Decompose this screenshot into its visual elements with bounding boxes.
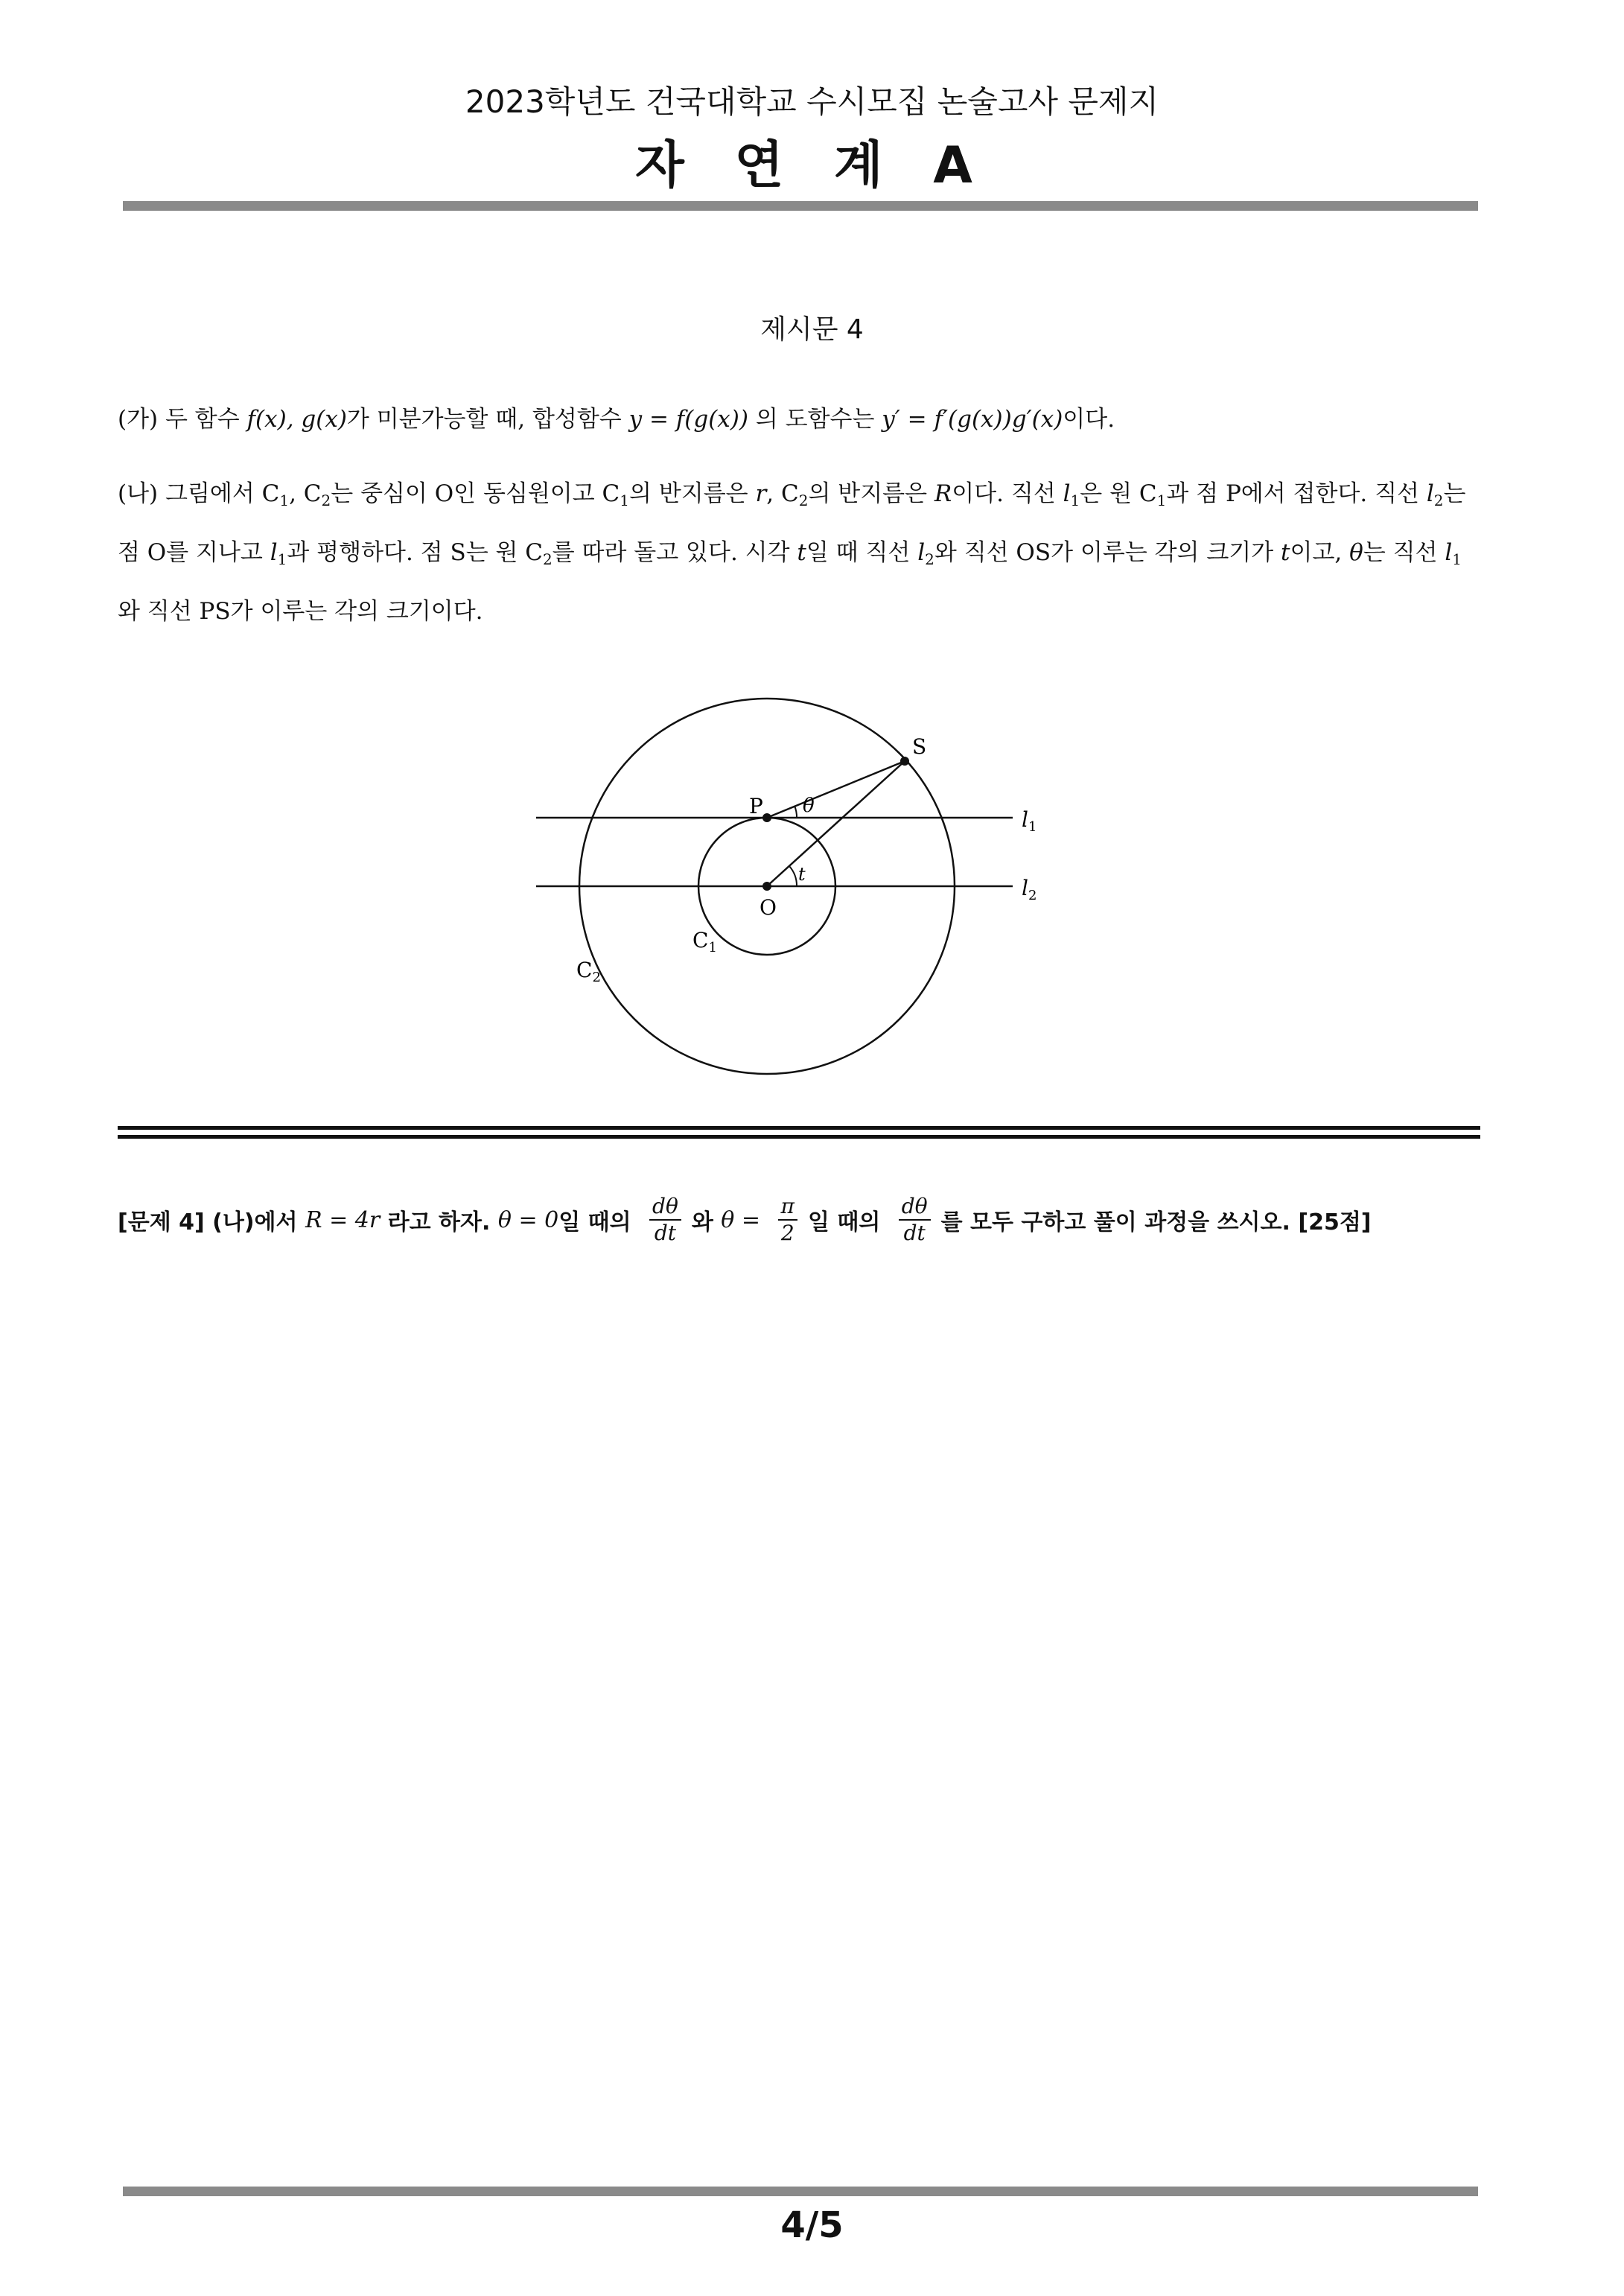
label-theta: θ [803, 795, 815, 817]
angle-theta-arc [795, 806, 797, 818]
point-o [762, 882, 771, 891]
segment-os [767, 761, 905, 886]
label-t: t [798, 864, 806, 885]
page-number: 4/5 [780, 2204, 844, 2246]
label-l2: $l_2$ [1022, 876, 1037, 903]
concentric-circles-figure [521, 693, 1057, 1125]
passage-heading: 제시문 4 [760, 314, 864, 345]
label-l1: $l_1$ [1022, 807, 1037, 835]
question-divider-top [118, 1126, 1480, 1130]
fraction-dtheta-dt-2: $\frac{d\theta}{dt}$ [899, 1194, 931, 1246]
passage-paragraph-ga: (가) 두 함수 f(x), g(x)가 미분가능할 때, 합성함수 y = f(g(x)) 의 도함수는 y′ = f′(g(x))g′(x)이다. [118, 406, 1115, 433]
point-s [900, 757, 909, 766]
label-o: O [760, 895, 777, 920]
exam-title: 2023학년도 건국대학교 수시모집 논술고사 문제지 [465, 83, 1159, 120]
fraction-dtheta-dt: $\frac{d\theta}{dt}$ [649, 1194, 681, 1246]
label-p: P [749, 794, 763, 818]
passage-paragraph-na: (나) 그림에서 $C_1$, $C_2$는 중심이 O인 동심원이고 $C_1$의 반지름은 r, $C_2$의 반지름은 R이다. 직선 $l_1$은 원 $C_1$과 점 P에서 접한다. 직선 $l_2$는 점 O를 지나고 $l_1$과 평행하다. 점 S는 원 $C_2$를 따라 돌고 있다. 시각 t일 때 직선 $l_2$와 직선 OS가 이루는 각의 크기가 t이고, θ는 직선 $l_1$와 직선 PS가 이루는 각의 크기이다. [118, 480, 1466, 625]
question-4: [문제 4] (나)에서 R = 4r 라고 하자. θ = 0 일 때의 $\frac{d\theta}{dt}$ 와 θ = $\frac{\pi}{2}$ 일 때의 $\frac{d\theta}{dt}$ 를 모두 구하고 풀이 과정을 쓰시오. [25점] [118, 1194, 1372, 1245]
fraction-pi-over-2: $\frac{\pi}{2}$ [778, 1194, 797, 1246]
point-p [762, 813, 771, 822]
label-c2: $C_2$ [576, 958, 601, 985]
question-divider-bottom [118, 1135, 1480, 1139]
label-s: S [912, 734, 927, 759]
header-divider [123, 201, 1478, 211]
segment-ps [767, 761, 905, 818]
section-title: 자 연 계 A [635, 136, 989, 195]
label-c1: $C_1$ [692, 928, 717, 955]
footer-divider [123, 2187, 1478, 2196]
angle-t-arc [789, 866, 797, 886]
